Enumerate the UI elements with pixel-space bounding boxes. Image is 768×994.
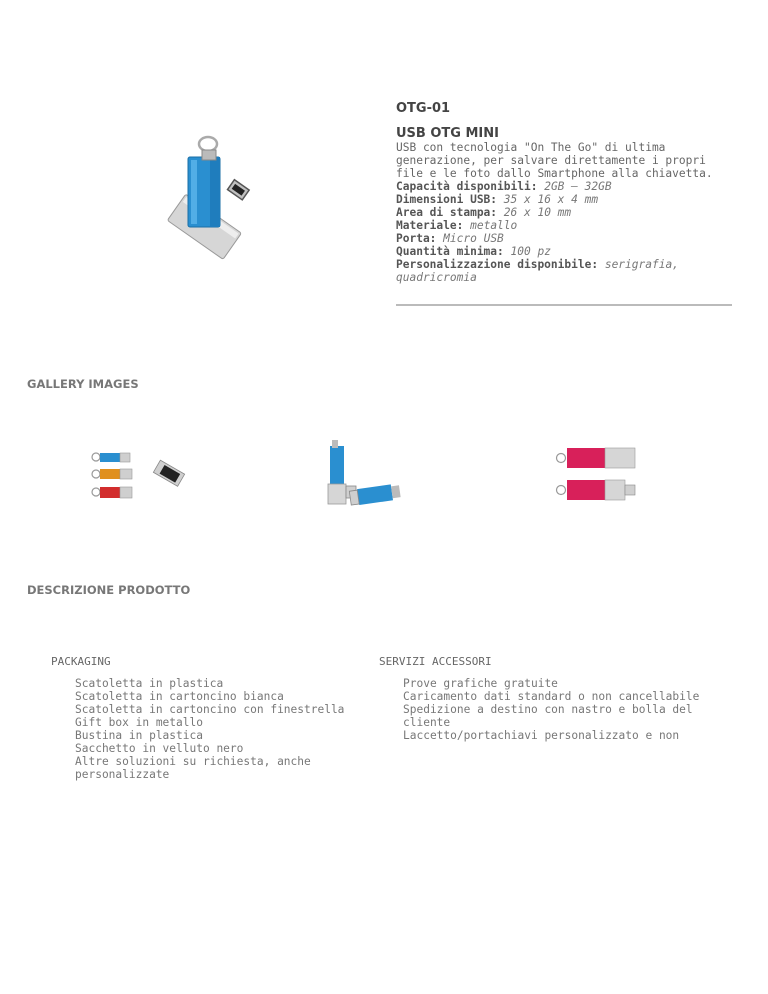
spec-label: Capacità disponibili: [396,180,538,193]
product-description: USB con tecnologia "On The Go" di ultima generazione, per salvare direttamente i propri file e le foto dallo Smartphone alla chiavetta. [396,141,713,180]
spec-material [396,219,736,232]
spec-dimensions [396,193,736,206]
spec-min-quantity [396,245,736,258]
list-item: Caricamento dati standard o non cancellabile [403,690,700,703]
spec-print-area [396,206,736,219]
gallery-image-colors[interactable] [90,450,190,506]
spec-value: 100 pz [510,245,551,258]
services-title: SERVIZI ACCESSORI [379,655,492,668]
spec-value: 26 x 10 mm [503,206,572,219]
list-item: Scatoletta in plastica [75,677,224,690]
spec-label: Area di stampa: [396,206,498,219]
list-item: Bustina in plastica [75,729,203,742]
product-code: OTG-01 [396,101,451,116]
spec-value: 35 x 16 x 4 mm [503,193,599,206]
packaging-title: PACKAGING [51,655,111,668]
spec-value: Micro USB [443,232,504,245]
product-name: USB OTG MINI [396,126,499,141]
product-spec [396,141,736,284]
spec-value: serigrafia, quadricromia [396,258,679,284]
spec-label: Porta: [396,232,437,245]
spec-label: Personalizzazione disponibile: [396,258,599,271]
gallery-image-blue[interactable] [322,440,406,508]
gallery-heading: GALLERY IMAGES [27,377,139,391]
spec-port [396,232,736,245]
spec-label: Dimensioni USB: [396,193,498,206]
divider [396,304,732,306]
list-item: Laccetto/portachiavi personalizzato e non [403,729,680,742]
list-item: Sacchetto in velluto nero [75,742,244,755]
list-item: Spedizione a destino con nastro e bolla del cliente [403,703,693,729]
spec-label: Materiale: [396,219,464,232]
spec-label: Quantità minima: [396,245,504,258]
product-image[interactable] [158,132,258,262]
list-item: Gift box in metallo [75,716,203,729]
spec-customization [396,258,736,284]
list-item: Prove grafiche gratuite [403,677,558,690]
spec-capacity [396,180,736,193]
list-item: Scatoletta in cartoncino con finestrella [75,703,345,716]
list-item: Scatoletta in cartoncino bianca [75,690,284,703]
list-item: Altre soluzioni su richiesta, anche personalizzate [75,755,311,781]
spec-value: metallo [470,219,518,232]
packaging-list [75,677,375,781]
services-list [403,677,703,742]
gallery-image-pink[interactable] [555,444,641,502]
description-heading: DESCRIZIONE PRODOTTO [27,583,191,597]
spec-value: 2GB – 32GB [544,180,612,193]
